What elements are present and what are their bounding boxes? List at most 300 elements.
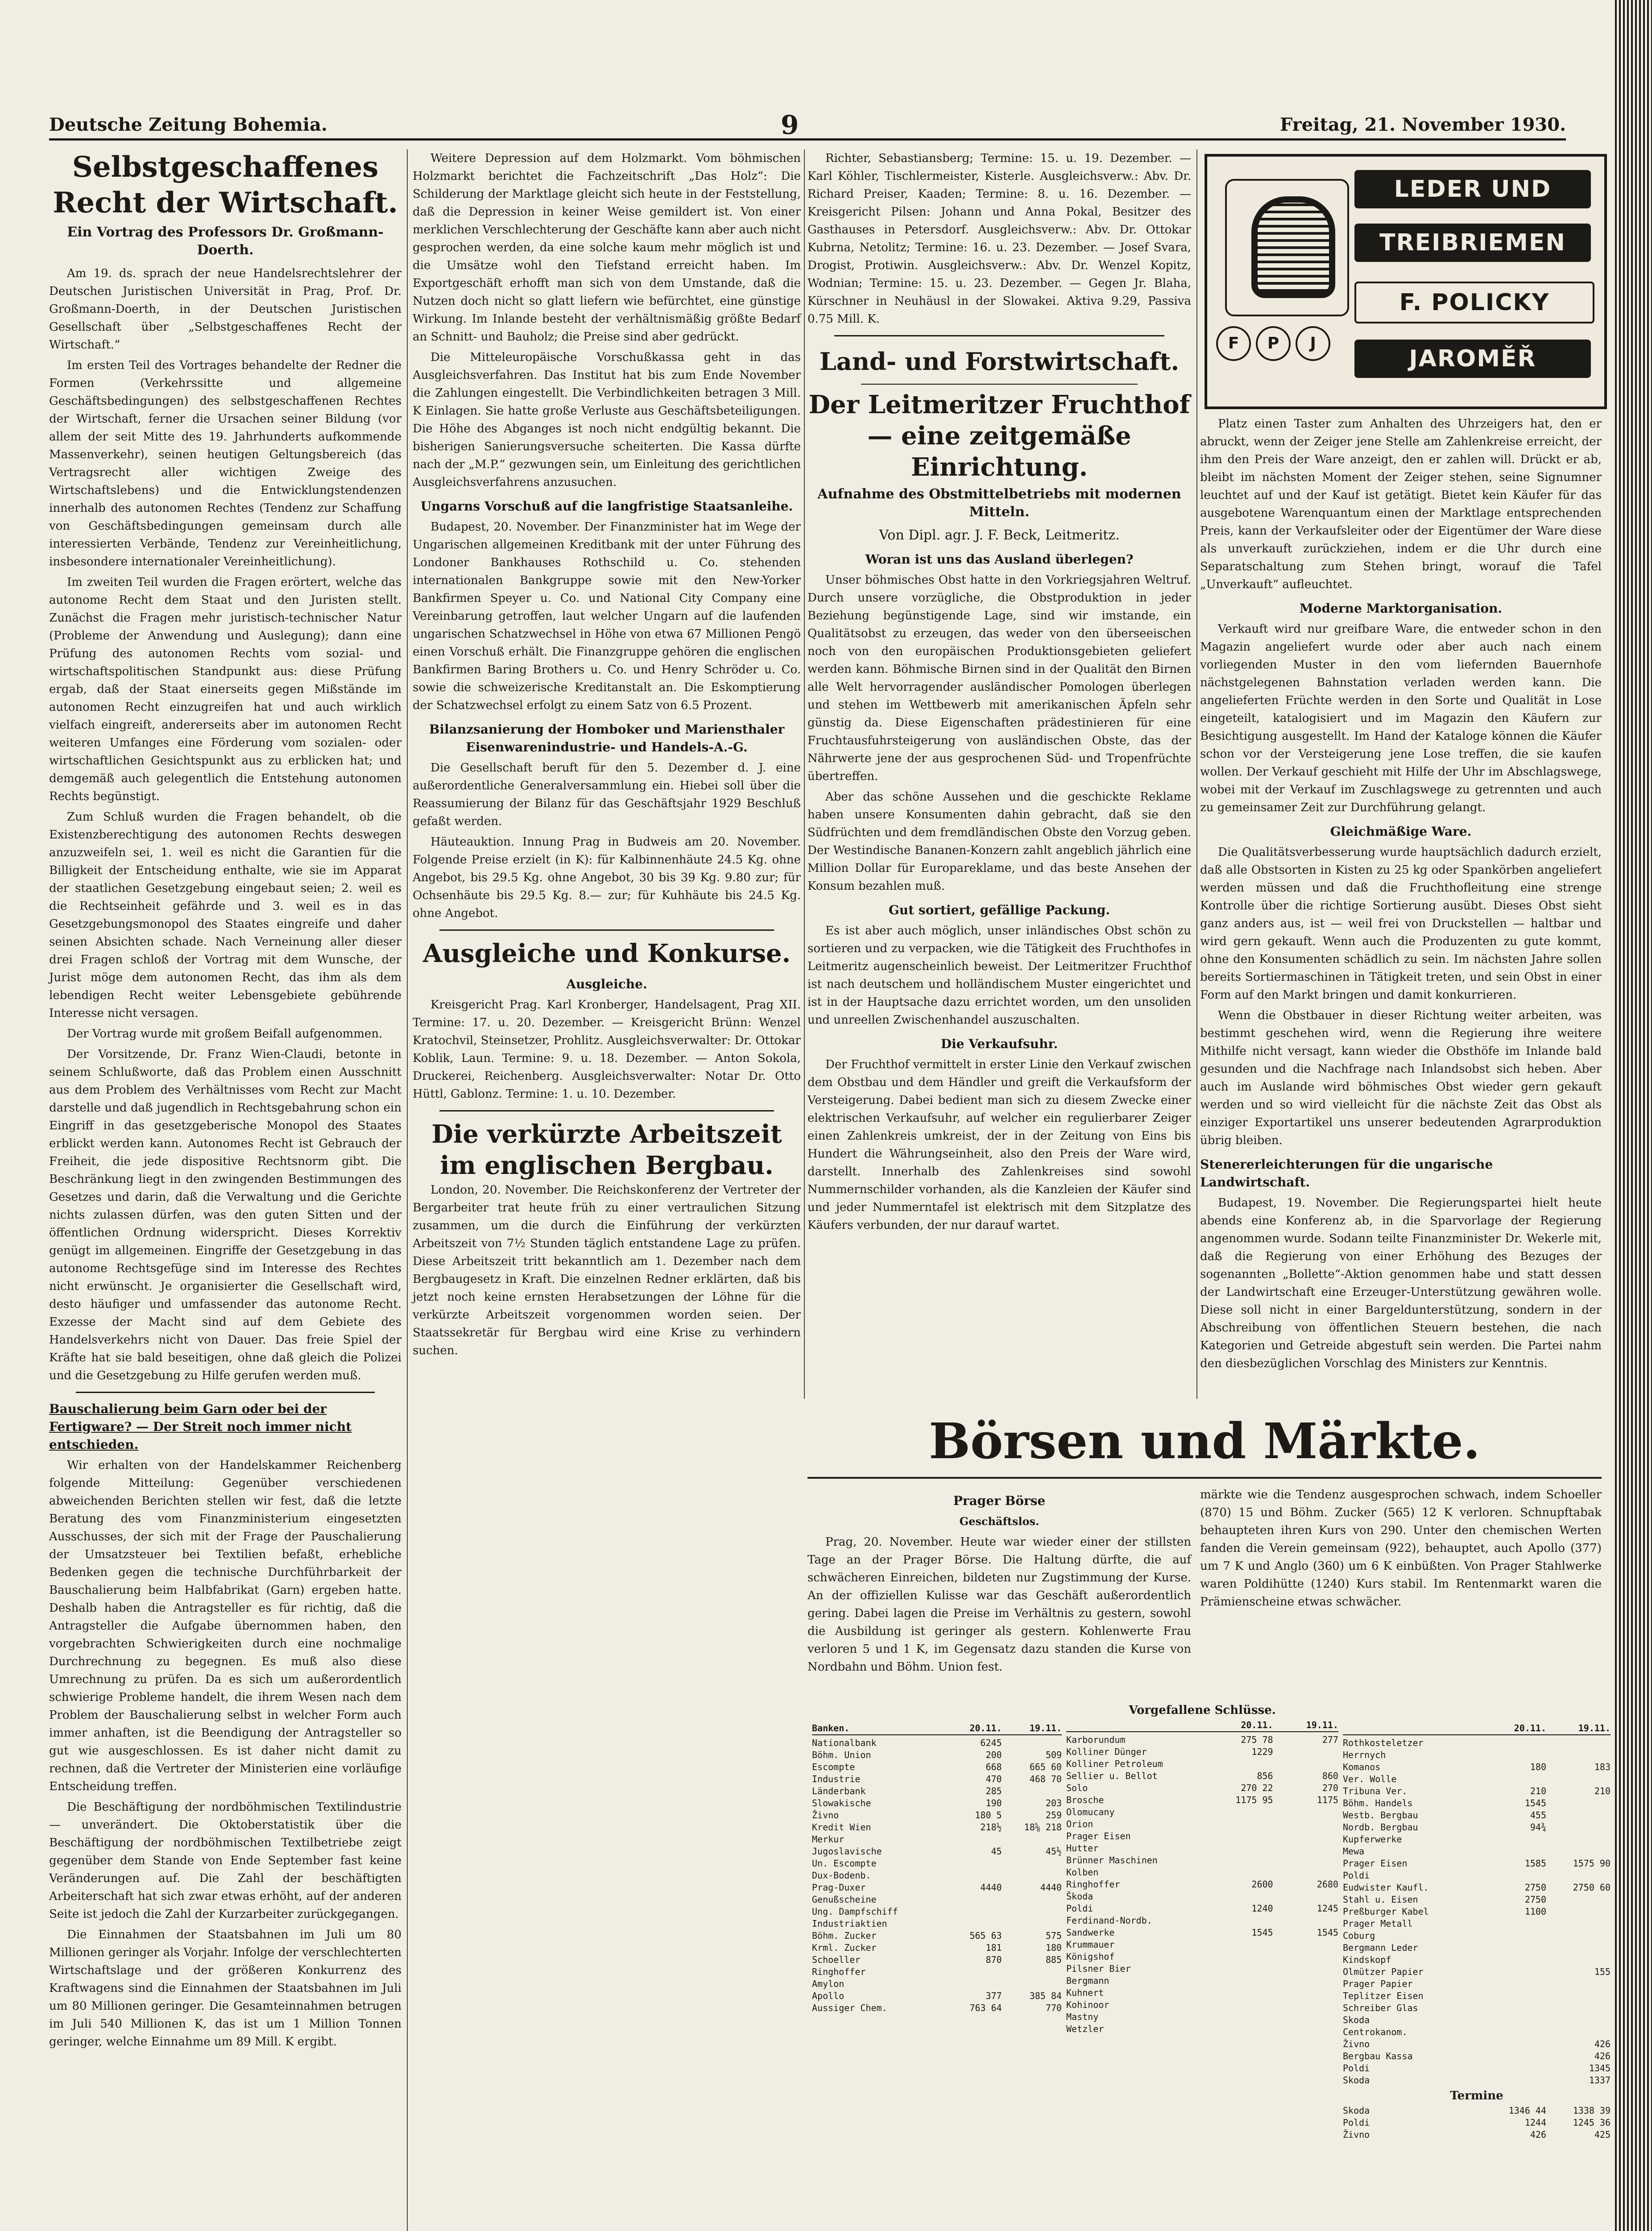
price-cell: 183 bbox=[1594, 1762, 1611, 1772]
table-row bbox=[1066, 1999, 1338, 2011]
table-header: Banken. 20.11. 19.11. bbox=[812, 1722, 1062, 1735]
security-name: Slowakische bbox=[812, 1798, 871, 1808]
security-name: Kohinoor bbox=[1066, 1999, 1110, 2010]
table-row bbox=[1343, 1809, 1611, 1821]
table-row bbox=[1343, 2105, 1611, 2117]
table-row bbox=[812, 1858, 1062, 1870]
price-cell bbox=[1546, 1737, 1611, 1749]
section-subtitle: Ausgleiche. bbox=[566, 977, 647, 991]
security-name: Krummauer bbox=[1066, 1939, 1115, 1950]
price-cell bbox=[1482, 1942, 1546, 1954]
price-cell bbox=[1546, 1930, 1611, 1942]
price-cell bbox=[1208, 1987, 1273, 1999]
table-row bbox=[1343, 2050, 1611, 2062]
price-cell bbox=[1002, 1978, 1062, 1990]
price-cell: 1575 90 bbox=[1573, 1858, 1611, 1869]
table-row bbox=[1343, 1882, 1611, 1894]
table-row bbox=[812, 1894, 1062, 1906]
price-cell bbox=[1546, 1990, 1611, 2002]
price-cell: 1346 44 bbox=[1508, 2105, 1546, 2116]
article-paragraph: märkte wie die Tendenz ausgesprochen schwach, indem Schoeller (870) 15 und Böhm. Zucker (565) 12 K verloren. Schnupftabak behaupteten ihren Kurs von 290. Unter den chemischen Werten fanden die Verein gemeinsam (922), behauptet, auch Apollo (377) um 7 K und Anglo (360) um 6 K einbüßten. Von Prager Stahlwerke waren Poldihütte (1240) Kurs stabil. Im Rentenmarkt waren die Prämienscheine etwas schwächer. bbox=[1200, 1488, 1602, 1609]
ad-text: LEDER UND bbox=[1354, 170, 1591, 208]
price-cell: 1244 bbox=[1524, 2117, 1546, 2128]
table-row bbox=[812, 1785, 1062, 1797]
market-subtitle: Prager Börse bbox=[953, 1493, 1046, 1508]
security-name: Olmützer Papier bbox=[1343, 1966, 1424, 1977]
security-name: Westb. Bergbau bbox=[1343, 1810, 1418, 1820]
price-cell: 1585 bbox=[1524, 1858, 1546, 1869]
price-cell bbox=[1482, 2062, 1546, 2074]
security-name: Dux-Bodenb. bbox=[812, 1870, 871, 1881]
article-paragraph: London, 20. November. Die Reichskonferenz der Vertreter der Bergarbeiter trat heute früh zu einer vertraulichen Sitzung zusammen, um die durch die Einführung der verkürzten Arbeitszeit von 7½ Stunden täglich entstandene Lage zu prüfen. Diese Arbeitszeit tritt bekanntlich am 1. Dezember nach dem Bergbaugesetz in Kraft. Die einzelnen Redner erklärten, daß bis jetzt noch keine ernsten Herabsetzungen der Löhne für die verkürzte Arbeitszeit vorgenommen worden seien. Der Staatssekretär für Bergbau wird eine Krise zu verhindern suchen. bbox=[413, 1183, 801, 1357]
price-cell bbox=[1273, 1842, 1338, 1854]
table-row bbox=[1343, 2129, 1611, 2141]
price-cell: 885 bbox=[1045, 1954, 1062, 1965]
price-cell: 181 bbox=[985, 1942, 1002, 1953]
price-cell: 426 bbox=[1594, 2039, 1611, 2049]
security-name: Schoeller bbox=[812, 1954, 861, 1965]
price-cell bbox=[1273, 1891, 1338, 1903]
table-header: 20.11. 19.11. bbox=[1066, 1719, 1338, 1732]
price-cell: 426 bbox=[1594, 2051, 1611, 2061]
security-name: Brünner Maschinen bbox=[1066, 1855, 1158, 1866]
table-row bbox=[812, 1737, 1062, 1749]
price-cell: 190 bbox=[985, 1798, 1002, 1808]
price-cell bbox=[1002, 1870, 1062, 1882]
page-number: 9 bbox=[781, 110, 799, 140]
table-row bbox=[1343, 2117, 1611, 2129]
security-name: Industriaktien bbox=[812, 1918, 887, 1929]
table-row bbox=[812, 1833, 1062, 1845]
price-cell bbox=[1208, 1915, 1273, 1927]
table-row bbox=[1066, 1734, 1338, 1746]
security-name: Schreiber Glas bbox=[1343, 2003, 1418, 2013]
security-name: Apollo bbox=[812, 1990, 845, 2001]
market-report bbox=[807, 1486, 1191, 1679]
table-row bbox=[812, 1906, 1062, 1918]
security-name: Kolben bbox=[1066, 1867, 1099, 1878]
price-cell: 285 bbox=[985, 1786, 1002, 1796]
article-paragraph: Die Gesellschaft beruft für den 5. Dezember d. J. eine außerordentliche Generalversammlung ein. Hiebei soll über die Reassumierung der Bilanz für das Geschäftsjahr 1929 Beschluß gefaßt werden. bbox=[413, 761, 801, 828]
security-name: Brosche bbox=[1066, 1795, 1104, 1805]
security-name: Nordb. Bergbau bbox=[1343, 1822, 1418, 1833]
security-name: Živno bbox=[1343, 2039, 1370, 2049]
table-row bbox=[1343, 1797, 1611, 1809]
security-name: Poldi bbox=[1343, 2063, 1370, 2073]
table-row bbox=[1066, 1951, 1338, 1963]
price-cell bbox=[1482, 1737, 1546, 1749]
price-cell bbox=[942, 1894, 1002, 1906]
price-cell: 270 bbox=[1322, 1783, 1338, 1793]
price-cell: 259 bbox=[1045, 1810, 1062, 1820]
market-section-title: Börsen und Märkte. bbox=[929, 1412, 1480, 1470]
article-paragraph: Die Mitteleuropäische Vorschußkassa geht in das Ausgleichsverfahren. Das Institut hat bis zum Ende November die Zahlungen eingestellt. Die Verbindlichkeiten betragen 3 Mill. K Einlagen. Sie hatte große Verluste aus Geschäftsbeteiligungen. Die Höhe des Abganges ist noch nicht endgültig bekannt. Die bisherigen Sanierungsversuche scheiterten. Die Kassa dürfte nach der „M.P.“ gezwungen sein, um Einleitung des gerichtlichen Ausgleichsverfahrens anzusuchen. bbox=[413, 351, 801, 489]
divider bbox=[439, 929, 774, 931]
price-cell: 575 bbox=[1045, 1930, 1062, 1941]
security-name: Königshof bbox=[1066, 1951, 1115, 1962]
price-cell bbox=[1273, 1951, 1338, 1963]
price-cell: 203 bbox=[1045, 1798, 1062, 1808]
price-cell bbox=[1482, 1978, 1546, 1990]
price-cell: 45 bbox=[991, 1846, 1002, 1857]
table-row bbox=[1066, 1987, 1338, 1999]
table-row bbox=[812, 1809, 1062, 1821]
table-row bbox=[1343, 1845, 1611, 1858]
table-subtitle: Termine bbox=[1450, 2089, 1503, 2102]
security-name: Skoda bbox=[1343, 2075, 1370, 2086]
price-cell: 565 63 bbox=[969, 1930, 1002, 1941]
price-cell bbox=[1002, 1737, 1062, 1749]
table-row bbox=[812, 1882, 1062, 1894]
price-cell bbox=[1273, 1999, 1338, 2011]
price-cell: 470 bbox=[985, 1774, 1002, 1784]
table-header: 20.11. 19.11. bbox=[1343, 1722, 1611, 1735]
price-cell bbox=[1482, 1954, 1546, 1966]
table-row bbox=[1066, 1770, 1338, 1782]
price-cell: 1175 bbox=[1317, 1795, 1338, 1805]
article-title: Ungarns Vorschuß auf die langfristige Staatsanleihe. bbox=[420, 499, 793, 514]
price-cell bbox=[1273, 1963, 1338, 1975]
price-cell bbox=[942, 1966, 1002, 1978]
article-paragraph: Prag, 20. November. Heute war wieder einer der stillsten Tage an der Prager Börse. Die Haltung dürfte, die auf schwächeren Einreichen, bildeten nur Zugstimmung der Kurse. An der offiziellen Kulisse war das Geschäft außerordentlich gering. Dabei lagen die Preise im Verhältnis zu gestern, sowohl die Ausbildung ist geringer als gestern. Kohlenwerte Frau verloren 5 und 1 K, im Gegensatz dazu standen die Kurse von Nordbahn und Böhm. Union fest. bbox=[807, 1535, 1191, 1674]
column-4 bbox=[1200, 415, 1602, 1375]
price-cell: 6245 bbox=[980, 1738, 1002, 1748]
price-cell bbox=[1546, 1942, 1611, 1954]
security-name: Aussiger Chem. bbox=[812, 2003, 887, 2013]
table-row bbox=[1066, 1842, 1338, 1854]
article-paragraph: Der Vorsitzende, Dr. Franz Wien-Claudi, betonte in seinem Schlußworte, daß das Problem einen Ausschnitt aus dem Problem des Verhältnisses vom Recht zur Macht darstelle und daß jugendlich in Rechtsgebahrung schon ein Eingriff in das gesetzgeberische Monopol des Staates erblickt werden kann. Autonomes Recht ist Gebrauch der Freiheit, die jede dispositive Rechtsnorm gibt. Die Beschränkung liegt in den zwingenden Bestimmungen des Gesetzes und darin, daß die Verwaltung und die Gerichte nichts zulassen dürfen, was den guten Sitten und der öffentlichen Ordnung widerspricht. Dieses Korrektiv genügt im allgemeinen. Eingriffe der Gesetzgebung in das autonome Rechtsgefüge sind im Interesse des Rechtes nicht erwünscht. Je organisierter die Gesellschaft wird, desto häufiger und umfassender das autonome Recht. Exzesse der Macht sind auf dem Gebiete des Handelsverkehrs nicht von Dauer. Das freie Spiel der Kräfte hat sie bald beseitigen, ohne daß gleich die Polizei und die Gesetzgebung zu Hilfe gerufen werden muß. bbox=[49, 1048, 402, 1382]
page-header bbox=[49, 112, 1566, 141]
article-paragraph: Verkauft wird nur greifbare Ware, die entweder schon in den Magazin angeliefert wurde oder aber auch nach einem vorliegenden Muster in den vom liefernden Bauernhofe nächstgelegenen Bahnstation verladen werden kann. Die angelieferten Früchte werden in den Sorte und Qualität in Lose eingeteilt, katalogisiert und im Magazin den Käufern zur Besichtigung ausgestellt. Im Hand der Kataloge können die Käufer schon vor der Versteigerung jene Lose treffen, die sie kaufen wollen. Der Verkauf geschieht mit Hilfe der Uhr im Abschlagswege, wobei mit der Verkauf im Zuschlagswege zu getrennten und auch zu gemeinsamer Zeit zur Durchführung gelangt. bbox=[1200, 622, 1602, 814]
advertisement bbox=[1205, 154, 1607, 409]
price-cell: 763 64 bbox=[969, 2003, 1002, 2013]
price-cell bbox=[1273, 2011, 1338, 2023]
table-row bbox=[1343, 2074, 1611, 2086]
column-rule bbox=[804, 149, 805, 1399]
security-name: Böhm. Handels bbox=[1343, 1798, 1413, 1808]
price-cell: 270 22 bbox=[1241, 1783, 1273, 1793]
table-row bbox=[1066, 1854, 1338, 1866]
price-cell bbox=[1546, 1906, 1611, 1918]
price-cell bbox=[1546, 1978, 1611, 1990]
table-row bbox=[1066, 2023, 1338, 2035]
price-cell bbox=[1482, 1918, 1546, 1930]
price-cell bbox=[1546, 1797, 1611, 1809]
price-cell bbox=[1208, 1939, 1273, 1951]
price-cell: 665 60 bbox=[1029, 1762, 1062, 1772]
table-row bbox=[1343, 1966, 1611, 1978]
security-name: Un. Escompte bbox=[812, 1858, 877, 1869]
price-cell: 200 bbox=[985, 1750, 1002, 1760]
article-paragraph: Die Qualitätsverbesserung wurde hauptsächlich dadurch erzielt, daß alle Obstsorten in Kisten zu 25 kg oder Spankörben angeliefert werden müssen und daß die Fruchthofleitung eine strenge Kontrolle über die richtige Sortierung ausübt. Dieses Obst sieht ganz anders aus, ist — weil frei von Druckstellen — haltbar und wird gern gekauft. Wenn auch die Produzenten zu gute kommt, ohne den Konsumenten schädlich zu sein. Im nächsten Jahre sollen bereits Sortiermaschinen in Tätigkeit treten, und sein Obst in einer Form auf den Markt bringen und damit konkurrieren. bbox=[1200, 846, 1602, 1002]
article-title: Stenererleichterungen für die ungarische Landwirtschaft. bbox=[1200, 1157, 1493, 1190]
price-cell bbox=[1482, 2026, 1546, 2038]
table-row bbox=[1343, 2038, 1611, 2050]
table-row bbox=[1343, 1821, 1611, 1833]
security-name: Hutter bbox=[1066, 1843, 1099, 1854]
ad-text: TREIBRIEMEN bbox=[1354, 224, 1591, 262]
price-cell bbox=[1482, 1870, 1546, 1882]
price-cell bbox=[1482, 2050, 1546, 2062]
table-row bbox=[812, 1749, 1062, 1761]
price-cell bbox=[1273, 1806, 1338, 1818]
price-cell bbox=[1002, 1906, 1062, 1918]
table-row bbox=[1066, 2011, 1338, 2023]
article-paragraph: Im ersten Teil des Vortrages behandelte der Redner die Formen (Verkehrssitte und allgemeine Geschäftsbedingungen) des selbstgeschaffenen Rechtes der Wirtschaft, ferner die Ursachen seiner Bildung (vor allem der seit Mitte des 19. Jahrhunderts aufkommende Massenverkehr), seinen heutigen Geltungsbereich (das Vertragsrecht aller wichtigen Zweige des Wirtschaftslebens) und die Entwicklungstendenzen innerhalb des autonomen Rechtes (Tendenz zur Schaffung von Geschäftsbedingungen gemeinsam durch alle interessierten Verbände, Tendenz zur Vereinheitlichung, insbesondere internationaler Vereinheitlichung). bbox=[49, 359, 402, 568]
price-cell: 210 bbox=[1594, 1786, 1611, 1796]
price-cell bbox=[1002, 1918, 1062, 1930]
price-cell: 2750 60 bbox=[1573, 1882, 1611, 1893]
section-title: Land- und Forstwirtschaft. bbox=[819, 347, 1180, 376]
article-paragraph: Kreisgericht Prag. Karl Kronberger, Handelsagent, Prag XII. Termine: 17. u. 20. Dezember. — Kreisgericht Brünn: Wenzel Kratochvil, Steinsetzer, Prohlitz. Ausgleichsverwalter: Dr. Ottokar Koblik, Laun. Termine: 9. u. 18. Dezember. — Anton Sokola, Druckerei, Reichenberg. Ausgleichsverwalter: Notar Dr. Otto Hüttl, Gablonz. Termine: 1. u. 10. Dezember. bbox=[413, 998, 801, 1101]
table-row bbox=[1066, 1746, 1338, 1758]
stock-table-banks bbox=[812, 1722, 1062, 2014]
table-row bbox=[1343, 1749, 1611, 1761]
price-cell bbox=[1482, 1773, 1546, 1785]
table-row bbox=[1066, 1782, 1338, 1794]
price-cell bbox=[1208, 1854, 1273, 1866]
price-cell: 455 bbox=[1530, 1810, 1546, 1820]
security-name: Stahl u. Eisen bbox=[1343, 1894, 1418, 1905]
article-paragraph: Unser böhmisches Obst hatte in den Vorkriegsjahren Weltruf. Durch unsere vorzügliche, die Obstproduktion in jeder Beziehung begünstigende Lage, sind wir imstande, ein Qualitätsobst zu erzeugen, das weder von den überseeischen noch von den europäischen Produktionsgebieten geliefert werden kann. Böhmische Birnen sind in der Qualität den Birnen alle Welt hervorragender ausländischer Pomologen überlegen und stehen im Wettbewerb mit amerikanischen Äpfeln sehr günstig da. Diese Eigenschaften prädestinieren für eine Fruchtausfuhrsteigerung von ausländischen Obste, das der Nährwerte jene der aus gesprochenen Süd- und Tropenfrüchte übertreffen. bbox=[807, 573, 1191, 783]
security-name: Amylon bbox=[812, 1978, 845, 1989]
table-row bbox=[1066, 1975, 1338, 1987]
article-paragraph: Weitere Depression auf dem Holzmarkt. Vom böhmischen Holzmarkt berichtet die Fachzeitschrift „Das Holz“: Die Schilderung der Marktlage gleicht sich heute in der Feststellung, daß die Depression in keiner Weise gemildert ist. Von einer merklichen Verschlechterung der Geschäfte kann aber auch nicht gesprochen werden, da eine solche kaum mehr möglich ist und die Umsätze wohl den Tiefstand erreicht haben. Im Exportgeschäft erhofft man sich von dem Umstande, daß die Nutzen doch nicht so glatt liefern wie befürchtet, eine günstige Wirkung. Im Inlande besteht der verhältnismäßig größte Bedarf an Schnitt- und Bauholz; die Preise sind aber gedrückt. bbox=[413, 152, 801, 344]
article-title: Bilanzsanierung der Homboker und Mariensthaler Eisenwarenindustrie- und Handels-A.-G. bbox=[429, 722, 785, 755]
price-cell: 1545 bbox=[1251, 1927, 1273, 1938]
price-cell bbox=[1208, 1758, 1273, 1770]
divider bbox=[861, 384, 1138, 385]
price-cell bbox=[1208, 1999, 1273, 2011]
price-cell bbox=[1273, 1818, 1338, 1830]
price-cell bbox=[1482, 1833, 1546, 1845]
column-rule bbox=[407, 149, 408, 2231]
table-row bbox=[1066, 1927, 1338, 1939]
price-cell bbox=[1208, 1891, 1273, 1903]
price-cell bbox=[1273, 2023, 1338, 2035]
price-cell bbox=[1546, 1954, 1611, 1966]
price-cell: 856 bbox=[1257, 1771, 1273, 1781]
price-cell bbox=[1273, 1758, 1338, 1770]
security-name: Škoda bbox=[1066, 1891, 1093, 1902]
price-cell bbox=[942, 1870, 1002, 1882]
security-name: Tribuna Ver. bbox=[1343, 1786, 1408, 1796]
table-row bbox=[812, 1954, 1062, 1966]
price-cell: 870 bbox=[985, 1954, 1002, 1965]
price-cell bbox=[1546, 1833, 1611, 1845]
security-name: Bergmann Leder bbox=[1343, 1942, 1418, 1953]
monogram-letter: F bbox=[1216, 326, 1251, 361]
price-cell: 94¾ bbox=[1530, 1822, 1546, 1833]
price-cell bbox=[942, 1918, 1002, 1930]
article-subheading: Die Verkaufsuhr. bbox=[940, 1037, 1058, 1051]
price-cell bbox=[1546, 2002, 1611, 2014]
price-cell: 277 bbox=[1322, 1734, 1338, 1745]
price-cell bbox=[1273, 1830, 1338, 1842]
article-subheading: Moderne Marktorganisation. bbox=[1299, 601, 1503, 616]
table-row bbox=[1343, 2062, 1611, 2074]
column-1 bbox=[49, 149, 402, 2053]
section-title: Ausgleiche und Konkurse. bbox=[422, 939, 791, 968]
security-name: Kredit Wien bbox=[812, 1822, 871, 1833]
article-title: Bauschalierung beim Garn oder bei der Fertigware? — Der Streit noch immer nicht entschieden. bbox=[49, 1402, 352, 1452]
price-cell: 155 bbox=[1594, 1966, 1611, 1977]
price-cell: 1240 bbox=[1251, 1903, 1273, 1914]
price-cell bbox=[1482, 1966, 1546, 1978]
price-cell: 1345 bbox=[1589, 2063, 1611, 2073]
security-name: Industrie bbox=[812, 1774, 861, 1784]
price-cell: 860 bbox=[1322, 1771, 1338, 1781]
security-name: Nationalbank bbox=[812, 1738, 877, 1748]
table-row bbox=[812, 1761, 1062, 1773]
table-row bbox=[812, 1930, 1062, 1942]
security-name: Živno bbox=[1343, 2129, 1370, 2140]
column-3 bbox=[807, 149, 1191, 1237]
security-name: Genußscheine bbox=[812, 1894, 877, 1905]
security-name: Solo bbox=[1066, 1783, 1088, 1793]
security-name: Pilsner Bier bbox=[1066, 1963, 1131, 1974]
article-subheading: Gut sortiert, gefällige Packung. bbox=[888, 903, 1110, 917]
price-cell: 275 78 bbox=[1241, 1734, 1273, 1745]
price-cell: 4440 bbox=[980, 1882, 1002, 1893]
price-cell: 2600 bbox=[1251, 1879, 1273, 1890]
table-row bbox=[1343, 2026, 1611, 2038]
security-name: Ung. Dampfschiff bbox=[812, 1906, 898, 1917]
price-cell bbox=[942, 1978, 1002, 1990]
security-name: Ferdinand-Nordb. bbox=[1066, 1915, 1152, 1926]
security-name: Mewa bbox=[1343, 1846, 1365, 1857]
security-name: Poldi bbox=[1066, 1903, 1093, 1914]
price-cell bbox=[1482, 1930, 1546, 1942]
divider bbox=[807, 1477, 1602, 1479]
security-name: Mastny bbox=[1066, 2011, 1099, 2022]
table-row bbox=[812, 1773, 1062, 1785]
price-cell: 1545 bbox=[1317, 1927, 1338, 1938]
article-paragraph: Häuteauktion. Innung Prag in Budweis am 20. November. Folgende Preise erzielt (in K): für Kalbinnenhäute 24.5 Kg. ohne Angebot, bis 29.5 Kg. ohne Angebot, 30 bis 39 Kg. 9.80 zur; für Ochsenhäute bis 29.5 Kg. 8.— zur; für Kuhhäute bis 24.5 Kg. ohne Angebot. bbox=[413, 835, 801, 920]
price-cell bbox=[1482, 1845, 1546, 1858]
security-name: Sellier u. Bellot bbox=[1066, 1771, 1158, 1781]
price-cell: 1338 39 bbox=[1573, 2105, 1611, 2116]
article-paragraph: Wir erhalten von der Handelskammer Reichenberg folgende Mitteilung: Gegenüber verschiedenen abweichenden Berichten stellen wir fest, daß die letzte Beratung des vom Finanzministerium eingesetzten Ausschusses, der sich mit der Frage der Pauschalierung der Umsatzsteuer bei Textilien befaßt, erhebliche Bedenken gegen die technische Durchführbarkeit der Bauschalierung beim Halbfabrikat (Garn) ergeben hatte. Deshalb haben die Antragsteller es für richtig, daß die Antragsteller die Aufgabe übernommen haben, den vorgebrachten Schwierigkeiten durch eine nochmalige Durchrechnung zu begegnen. Es muß also diese Umrechnung zu prüfen. Da es sich um außerordentlich schwierige Probleme handelt, die ihrem Wesen nach dem Problem der Bauschalierung selbst in welcher Form auch immer anhaften, ist die Beendigung der Antragsteller so gut wie ausgeschlossen. Es ist daher nicht damit zu rechnen, daß die Vertreter der Ministerien eine vorläufige Entscheidung treffen. bbox=[49, 1459, 402, 1793]
table-row bbox=[812, 1990, 1062, 2002]
ad-company-name: F. POLICKY bbox=[1354, 282, 1594, 323]
price-cell: 1245 bbox=[1317, 1903, 1338, 1914]
table-row bbox=[1343, 1930, 1611, 1942]
price-cell: 770 bbox=[1045, 2003, 1062, 2013]
security-name: Kuhnert bbox=[1066, 1987, 1104, 1998]
price-cell bbox=[1002, 1966, 1062, 1978]
price-cell: 45½ bbox=[1045, 1846, 1062, 1857]
table-row bbox=[1066, 1915, 1338, 1927]
table-row bbox=[812, 1797, 1062, 1809]
security-name: Rothkosteletzer bbox=[1343, 1738, 1424, 1748]
article-paragraph: Im zweiten Teil wurden die Fragen erörtert, welche das autonome Recht dem Staat und den Juristen stellt. Zunächst die Fragen mehr juristisch-technischer Natur (Probleme der Anwendung und Auslegung); dann eine Prüfung des autonomen Rechts vom sozial- und wirtschaftspolitischen Standpunkt aus: diese Prüfung ergab, daß der Staat einerseits gegen Mißstände im autonomen Recht einzugreifen hat und auch wirklich vielfach eingreift, andererseits aber im autonomen Recht weiteren Umfanges eine Förderung vom sozialen- oder wirtschaftlichen Gesichtspunkt aus zu erblicken hat; und demgemäß auch gelegentlich die Entstehung autonomen Rechts begünstigt. bbox=[49, 576, 402, 803]
newspaper-name: Deutsche Zeitung Bohemia. bbox=[49, 114, 327, 135]
price-cell bbox=[1273, 1975, 1338, 1987]
price-cell: 1100 bbox=[1524, 1906, 1546, 1917]
price-cell: 1545 bbox=[1524, 1798, 1546, 1808]
security-name: Ringhoffer bbox=[1066, 1879, 1120, 1890]
security-name: Eudwister Kaufl. bbox=[1343, 1882, 1429, 1893]
table-row bbox=[1066, 1939, 1338, 1951]
price-cell: 210 bbox=[1530, 1786, 1546, 1796]
ad-location: JAROMĚŘ bbox=[1354, 340, 1591, 378]
price-cell bbox=[1482, 2074, 1546, 2086]
article-paragraph: Der Vortrag wurde mit großem Beifall aufgenommen. bbox=[67, 1027, 383, 1041]
security-name: Teplitzer Eisen bbox=[1343, 1990, 1424, 2001]
article-paragraph: Richter, Sebastiansberg; Termine: 15. u. 19. Dezember. — Karl Köhler, Tischlermeister, Kisterle. Ausgleichsverw.: Abv. Dr. Richard Preiser, Kaaden; Termine: 8. u. 16. Dezember. — Kreisgericht Pilsen: Johann und Anna Pokal, Besitzer des Gasthauses in Petersdorf. Ausgleichsverw.: Abv. Dr. Ottokar Kubrna, Netolitz; Termine: 16. u. 23. Dezember. — Josef Svara, Drogist, Protiwin. Ausgleichsverw.: Abv. Dr. Wenzel Kopitz, Wodnian; Termine: 15. u. 23. Dezember. — Gegen Jr. Blaha, Kürschner in Neuhäusl in der Slowakei. Aktiva 9.29, Passiva 0.75 Mill. K. bbox=[807, 152, 1191, 326]
table-row bbox=[1343, 1858, 1611, 1870]
price-cell bbox=[1208, 1806, 1273, 1818]
article-paragraph: Zum Schluß wurden die Fragen behandelt, ob die Existenzberechtigung des autonomen Rechts deswegen anzuzweifeln sei, 1. weil es nicht die Garantien für die Billigkeit der Entscheidung enthalte, wie sie im Apparat der staatlichen Gesetzgebung eingebaut seien; 2. weil es die Rechtseinheit gefährde und 3. weil es in das Gesetzgebungsmonopol des Staates eingreife und daher seinen Absichten schade. Nach Verneinung aller dieser drei Fragen schloß der Vortrag mit dem Wunsche, der Jurist möge dem autonomen Recht, das ihm als dem lebendigen Recht weiter Lebensgebiete gebührende Interesse nicht versagen. bbox=[49, 810, 402, 1020]
price-cell bbox=[1482, 1749, 1546, 1761]
security-name: Bergbau Kassa bbox=[1343, 2051, 1413, 2061]
price-cell bbox=[1273, 1866, 1338, 1879]
table-row bbox=[1343, 1737, 1611, 1749]
price-cell: 2750 bbox=[1524, 1894, 1546, 1905]
price-cell bbox=[1546, 2026, 1611, 2038]
price-cell bbox=[1546, 1809, 1611, 1821]
security-name: Prager Papier bbox=[1343, 1978, 1413, 1989]
security-name: Živno bbox=[812, 1810, 839, 1820]
article-title: Selbstgeschaffenes Recht der Wirtschaft. bbox=[53, 150, 398, 220]
price-cell: 2680 bbox=[1317, 1879, 1338, 1890]
market-subtitle: Geschäftslos. bbox=[959, 1515, 1039, 1528]
price-cell: 668 bbox=[985, 1762, 1002, 1772]
price-cell bbox=[1208, 1951, 1273, 1963]
price-cell: 509 bbox=[1045, 1750, 1062, 1760]
table-row bbox=[1343, 2002, 1611, 2014]
table-row bbox=[1066, 1758, 1338, 1770]
price-cell bbox=[1273, 1915, 1338, 1927]
price-cell bbox=[1546, 1821, 1611, 1833]
price-cell: 425 bbox=[1594, 2129, 1611, 2140]
column-2 bbox=[413, 149, 801, 1362]
security-name: Poldi bbox=[1343, 2117, 1370, 2128]
price-cell: 1245 36 bbox=[1573, 2117, 1611, 2128]
table-row bbox=[1343, 1773, 1611, 1785]
security-name: Sandwerke bbox=[1066, 1927, 1115, 1938]
table-row bbox=[1343, 1978, 1611, 1990]
article-subheading: Woran ist uns das Ausland überlegen? bbox=[865, 552, 1134, 567]
price-cell bbox=[1002, 1894, 1062, 1906]
price-cell bbox=[1482, 2014, 1546, 2026]
table-row bbox=[1066, 1794, 1338, 1806]
price-cell bbox=[1273, 1854, 1338, 1866]
article-paragraph: Die Beschäftigung der nordböhmischen Textilindustrie — unverändert. Die Oktoberstatistik über die Beschäftigung der nordböhmischen Textilbetriebe zeigt gegenüber dem Stande von Ende September fast keine Veränderungen auf. Die Zahl der beschäftigten Arbeiterschaft hat sich zwar etwas erhöht, auf der anderen Seite ist jedoch die Zahl der Kurzarbeiter zurückgegangen. bbox=[49, 1800, 402, 1921]
price-cell bbox=[1546, 1870, 1611, 1882]
security-name: Kindskopf bbox=[1343, 1954, 1391, 1965]
table-row bbox=[1343, 1894, 1611, 1906]
price-cell bbox=[1546, 1918, 1611, 1930]
security-name: Centrokanom. bbox=[1343, 2027, 1408, 2037]
table-row bbox=[1343, 1833, 1611, 1845]
table-row bbox=[812, 2002, 1062, 2014]
price-cell bbox=[1208, 1963, 1273, 1975]
page-edge bbox=[1615, 0, 1652, 2231]
price-cell: 377 bbox=[985, 1990, 1002, 2001]
price-cell bbox=[1002, 1858, 1062, 1870]
security-name: Karborundum bbox=[1066, 1734, 1126, 1745]
price-cell: 2750 bbox=[1524, 1882, 1546, 1893]
article-title: Der Leitmeritzer Fruchthof — eine zeitgemäße Einrichtung. bbox=[808, 390, 1190, 482]
stock-table-closings bbox=[1066, 1704, 1338, 2035]
article-paragraph: Am 19. ds. sprach der neue Handelsrechtslehrer der Deutschen Juristischen Universität in Prag, Prof. Dr. Großmann-Doerth, in der Deutschen Juristischen Gesellschaft über „Selbstgeschaffenes Recht der Wirtschaft.“ bbox=[49, 267, 402, 352]
monogram-letter: P bbox=[1256, 326, 1291, 361]
table-row bbox=[1066, 1866, 1338, 1879]
price-cell bbox=[1208, 2023, 1273, 2035]
price-cell: 1175 95 bbox=[1235, 1795, 1273, 1805]
